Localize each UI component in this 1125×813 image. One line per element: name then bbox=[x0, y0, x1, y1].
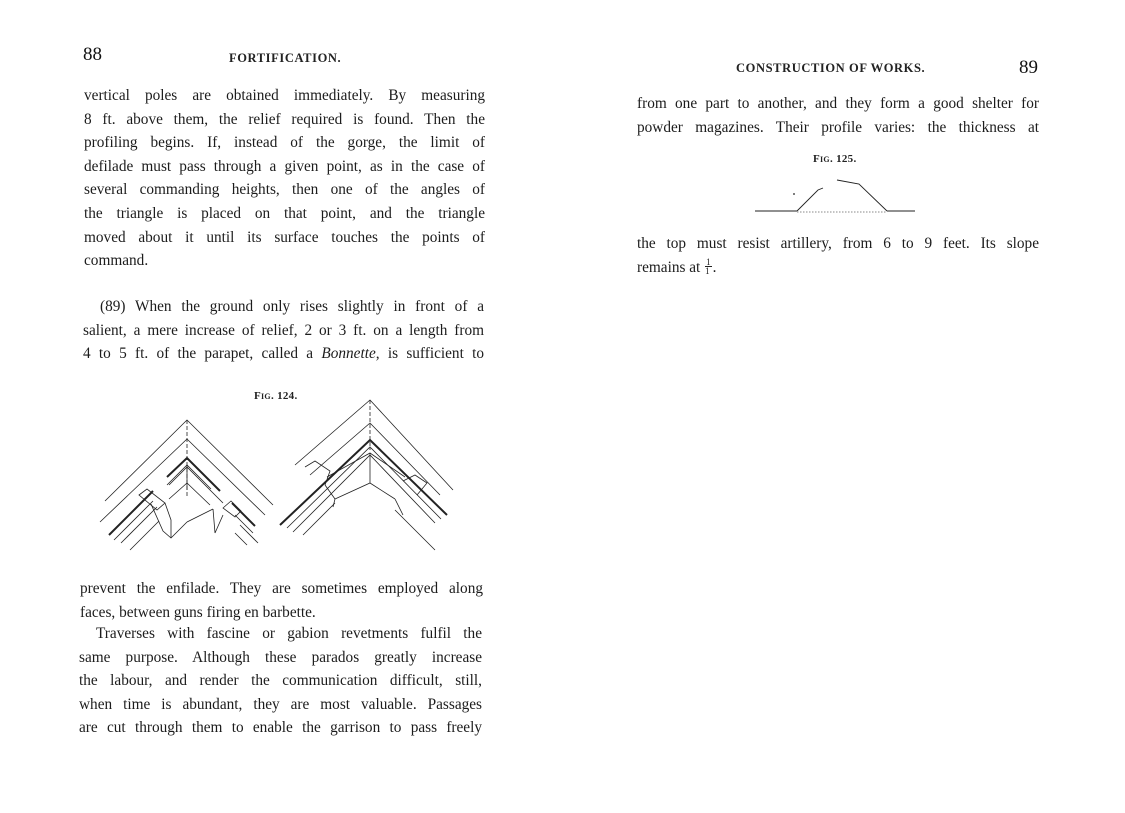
text-line bbox=[83, 342, 484, 366]
paragraph-traverses bbox=[79, 622, 482, 740]
text-line: faces, between guns firing en barbette. bbox=[80, 603, 316, 621]
parallel-line bbox=[235, 533, 247, 545]
running-head: FORTIFICATION. bbox=[229, 51, 342, 65]
text-line: (89) When the ground only rises slightly in front of a bbox=[100, 298, 484, 315]
text-line: several commanding heights, then one of the angles of bbox=[84, 181, 485, 199]
text-fragment: . bbox=[712, 258, 717, 276]
text-line: prevent the enfilade. They are sometimes employed along bbox=[80, 580, 483, 597]
second-line bbox=[100, 439, 265, 522]
figure-caption bbox=[813, 153, 857, 165]
text-line bbox=[637, 256, 1039, 280]
text-line: defilade must pass through a given point, as in the case of bbox=[84, 157, 485, 175]
text-line: Traverses with fascine or gabion revetments fulfil the bbox=[96, 625, 482, 642]
text-line: are cut through them to enable the garrison to pass freely bbox=[79, 719, 482, 737]
running-head: CONSTRUCTION OF WORKS. bbox=[736, 61, 926, 75]
paragraph-enfilade bbox=[80, 577, 483, 624]
text-line: same purpose. Although these parados greatly increase bbox=[79, 648, 482, 666]
figure-number: 125. bbox=[836, 153, 857, 165]
interior-crest bbox=[280, 440, 447, 525]
text-line: 8 ft. above them, the relief required is found. Then the bbox=[84, 110, 485, 128]
exterior-slope bbox=[797, 188, 823, 211]
parallel-line bbox=[395, 510, 435, 550]
text-fragment: 4 to 5 ft. of the parapet, called a bbox=[83, 345, 322, 363]
parallel-line bbox=[121, 507, 157, 543]
right-salient-drawing bbox=[280, 400, 453, 550]
bonnette-inner bbox=[335, 483, 395, 499]
traverse-right-body bbox=[395, 499, 403, 515]
outer-line bbox=[105, 420, 273, 505]
figure-125-drawing bbox=[755, 170, 920, 220]
fraction-numerator: 1 bbox=[706, 256, 711, 267]
traverse-left-body bbox=[325, 485, 335, 507]
text-line: the triangle is placed on that point, and the triangle bbox=[84, 204, 485, 222]
text-line: profiling begins. If, instead of the gorge, the limit of bbox=[84, 134, 485, 152]
text-line: command. bbox=[84, 252, 149, 270]
text-line: salient, a mere increase of relief, 2 or 3 ft. on a length from bbox=[83, 321, 484, 339]
text-line: vertical poles are obtained immediately. By measuring bbox=[84, 87, 485, 104]
text-line: when time is abundant, they are most valuable. Passages bbox=[79, 695, 482, 713]
bonnette-inner bbox=[169, 483, 210, 505]
page-number: 89 bbox=[1019, 57, 1038, 78]
paragraph-continuation bbox=[84, 84, 485, 273]
speck-mark bbox=[793, 193, 795, 195]
figure-124-drawing bbox=[95, 395, 475, 555]
text-fragment: is sufficient to bbox=[379, 345, 484, 363]
page-number: 88 bbox=[83, 44, 102, 65]
fraction-denominator: 1 bbox=[705, 265, 710, 276]
paragraph-continuation bbox=[637, 92, 1039, 139]
paragraph-89 bbox=[83, 295, 484, 366]
traverse-right-body bbox=[213, 509, 223, 533]
left-page bbox=[0, 0, 560, 813]
text-line: the top must resist artillery, from 6 to 9 feet. Its slope bbox=[637, 235, 1039, 252]
traverse-left-edge bbox=[165, 503, 171, 538]
text-fragment: remains at bbox=[637, 258, 705, 276]
second-line bbox=[310, 423, 440, 495]
parallel-line bbox=[130, 521, 159, 550]
figure-label: Fig. bbox=[813, 153, 834, 165]
interior-slope bbox=[837, 180, 887, 211]
slope-fraction bbox=[705, 258, 712, 275]
left-salient-drawing bbox=[100, 420, 273, 550]
bonnette-top bbox=[327, 453, 405, 477]
paragraph-profile bbox=[637, 232, 1039, 279]
italic-term: Bonnette, bbox=[321, 345, 380, 363]
traverse-link bbox=[187, 509, 213, 522]
text-line: the labour, and render the communication difficult, still, bbox=[79, 672, 482, 690]
traverse-left bbox=[305, 461, 330, 485]
figure-number: 124. bbox=[277, 390, 298, 402]
text-line: from one part to another, and they form a good shelter for bbox=[637, 95, 1039, 112]
right-page bbox=[560, 0, 1125, 813]
text-line: powder magazines. Their profile varies: the thickness at bbox=[637, 118, 1039, 136]
figure-label: Fig. bbox=[254, 390, 275, 402]
text-line: moved about it until its surface touches the points of bbox=[84, 228, 485, 246]
